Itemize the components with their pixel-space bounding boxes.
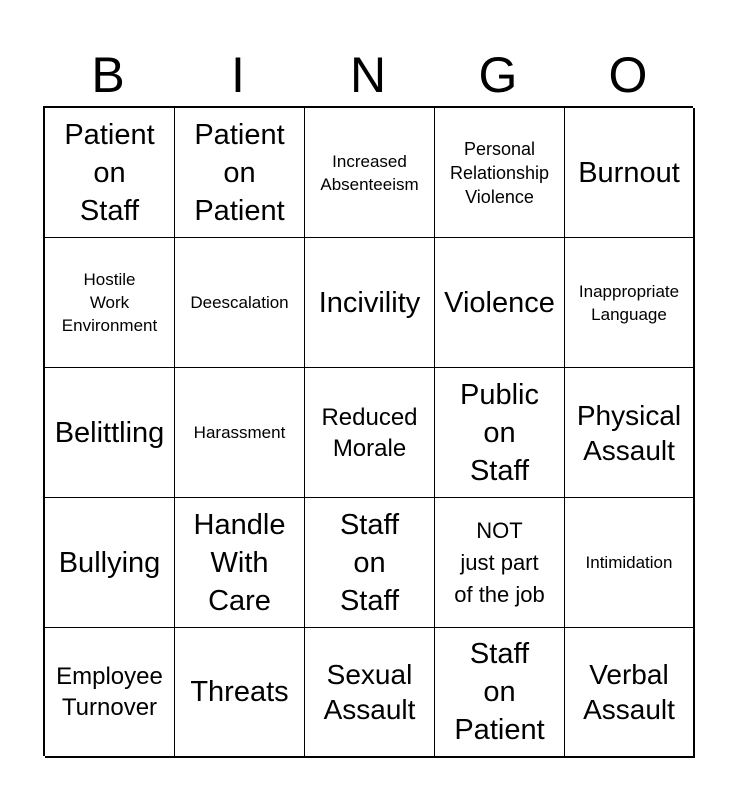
- cell-text: Incivility: [318, 286, 421, 319]
- cell-text: Patient on Patient: [194, 118, 285, 227]
- header-letter-g: G: [478, 47, 518, 103]
- cell-text: Inappropriate Language: [578, 281, 680, 324]
- bingo-cell: [305, 628, 435, 758]
- cell-text: Burnout: [578, 156, 680, 189]
- cell-text: Violence: [444, 286, 555, 319]
- bingo-cell: [305, 238, 435, 368]
- cell-text: Staff on Staff: [339, 508, 400, 617]
- bingo-cell: [565, 628, 695, 758]
- cell-text: Patient on Staff: [64, 118, 155, 227]
- bingo-cell: [175, 238, 305, 368]
- header-letter-b: B: [91, 47, 125, 103]
- cell-text: Bullying: [58, 546, 161, 579]
- bingo-cell: [45, 628, 175, 758]
- cell-text: Deescalation: [190, 293, 289, 312]
- cell-text: Belittling: [54, 416, 165, 449]
- bingo-cell: [435, 628, 565, 758]
- bingo-cell: [175, 628, 305, 758]
- bingo-header: [43, 44, 693, 106]
- cell-text: Handle With Care: [193, 508, 286, 617]
- bingo-cell: [45, 108, 175, 238]
- bingo-cell: [435, 498, 565, 628]
- bingo-cell: [435, 368, 565, 498]
- header-letter-i: I: [231, 47, 245, 103]
- cell-text: Reduced Morale: [321, 403, 418, 462]
- bingo-cell: [45, 238, 175, 368]
- cell-text: Sexual Assault: [323, 659, 416, 725]
- cell-text: Hostile Work Environment: [61, 270, 158, 335]
- cell-text: Physical Assault: [576, 399, 682, 466]
- bingo-cell: [175, 108, 305, 238]
- bingo-card-grid: [43, 106, 693, 756]
- bingo-cell: [435, 108, 565, 238]
- cell-text: Harassment: [193, 423, 286, 442]
- cell-text: Employee Turnover: [56, 663, 163, 721]
- bingo-cell: [565, 498, 695, 628]
- cell-text: Staff on Patient: [454, 638, 545, 746]
- bingo-cell: [305, 108, 435, 238]
- bingo-cell: [435, 238, 565, 368]
- bingo-cell: [45, 498, 175, 628]
- header-letter-o: O: [608, 47, 648, 103]
- cell-text: Public on Staff: [460, 378, 539, 487]
- cell-text: Intimidation: [585, 553, 673, 572]
- bingo-cell: [305, 368, 435, 498]
- cell-text: Personal Relationship Violence: [449, 138, 550, 207]
- bingo-cell: [565, 108, 695, 238]
- cell-text: Increased Absenteeism: [320, 151, 419, 194]
- bingo-cell: [45, 368, 175, 498]
- bingo-cell: [305, 498, 435, 628]
- header-letter-n: N: [349, 47, 387, 103]
- bingo-cell: [175, 368, 305, 498]
- cell-text: NOT just part of the job: [454, 517, 545, 607]
- cell-text: Verbal Assault: [583, 659, 675, 725]
- bingo-cell: [175, 498, 305, 628]
- cell-text: Threats: [190, 676, 289, 708]
- bingo-cell: [565, 238, 695, 368]
- bingo-cell: [565, 368, 695, 498]
